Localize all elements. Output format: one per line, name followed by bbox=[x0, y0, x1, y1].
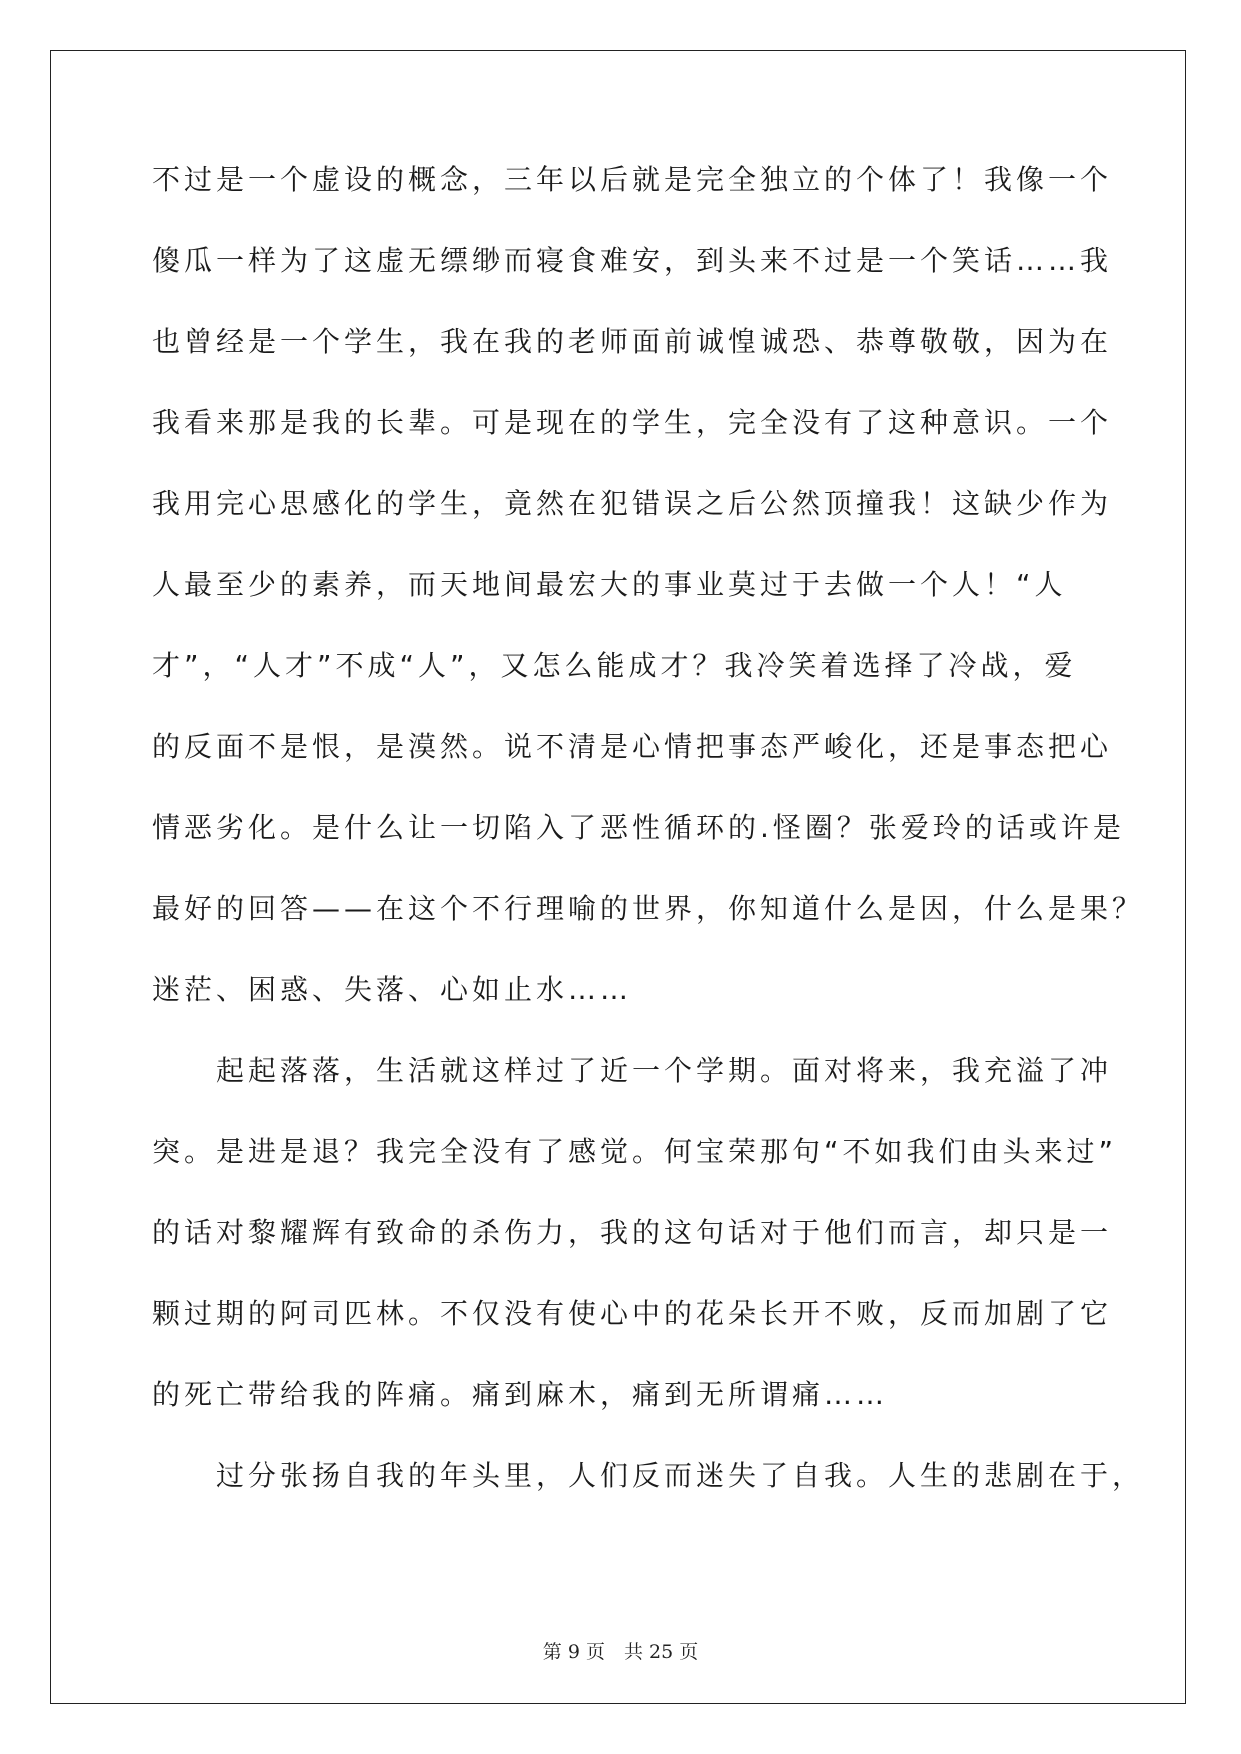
text-line: 颗过期的阿司匹林。不仅没有使心中的花朵长开不败，反而加剧了它 bbox=[152, 1297, 1113, 1330]
text-line: 傻瓜一样为了这虚无缥缈而寝食难安，到头来不过是一个笑话……我 bbox=[152, 244, 1113, 277]
text-line: 不过是一个虚设的概念，三年以后就是完全独立的个体了！我像一个 bbox=[152, 163, 1113, 196]
text-line: 迷茫、困惑、失落、心如止水…… bbox=[152, 973, 633, 1006]
text-line: 也曾经是一个学生，我在我的老师面前诚惶诚恐、恭尊敬敬，因为在 bbox=[152, 325, 1113, 358]
text-line: 的反面不是恨，是漠然。说不清是心情把事态严峻化，还是事态把心 bbox=[152, 730, 1113, 763]
text-line: 的话对黎耀辉有致命的杀伤力，我的这句话对于他们而言，却只是一 bbox=[152, 1216, 1113, 1249]
text-line: 人最至少的素养，而天地间最宏大的事业莫过于去做一个人！“人 bbox=[152, 568, 1067, 601]
text-line: 最好的回答——在这个不行理喻的世界，你知道什么是因，什么是果？ bbox=[152, 892, 1145, 925]
text-line: 我用完心思感化的学生，竟然在犯错误之后公然顶撞我！这缺少作为 bbox=[152, 487, 1113, 520]
text-line: 突。是进是退？我完全没有了感觉。何宝荣那句“不如我们由头来过” bbox=[152, 1135, 1118, 1168]
paragraph-start-line: 起起落落，生活就这样过了近一个学期。面对将来，我充溢了冲 bbox=[216, 1054, 1113, 1087]
page-number-footer: 第 9 页 共 25 页 bbox=[542, 1641, 699, 1663]
paragraph-start-line: 过分张扬自我的年头里，人们反而迷失了自我。人生的悲剧在于， bbox=[216, 1459, 1145, 1492]
text-line: 我看来那是我的长辈。可是现在的学生，完全没有了这种意识。一个 bbox=[152, 406, 1113, 439]
document-body bbox=[152, 160, 1145, 1537]
text-line: 才”，“人才”不成“人”，又怎么能成才？我冷笑着选择了冷战，爱 bbox=[152, 649, 1077, 682]
text-line: 情恶劣化。是什么让一切陷入了恶性循环的.怪圈？张爱玲的话或许是 bbox=[152, 811, 1125, 844]
text-line: 的死亡带给我的阵痛。痛到麻木，痛到无所谓痛…… bbox=[152, 1378, 889, 1411]
